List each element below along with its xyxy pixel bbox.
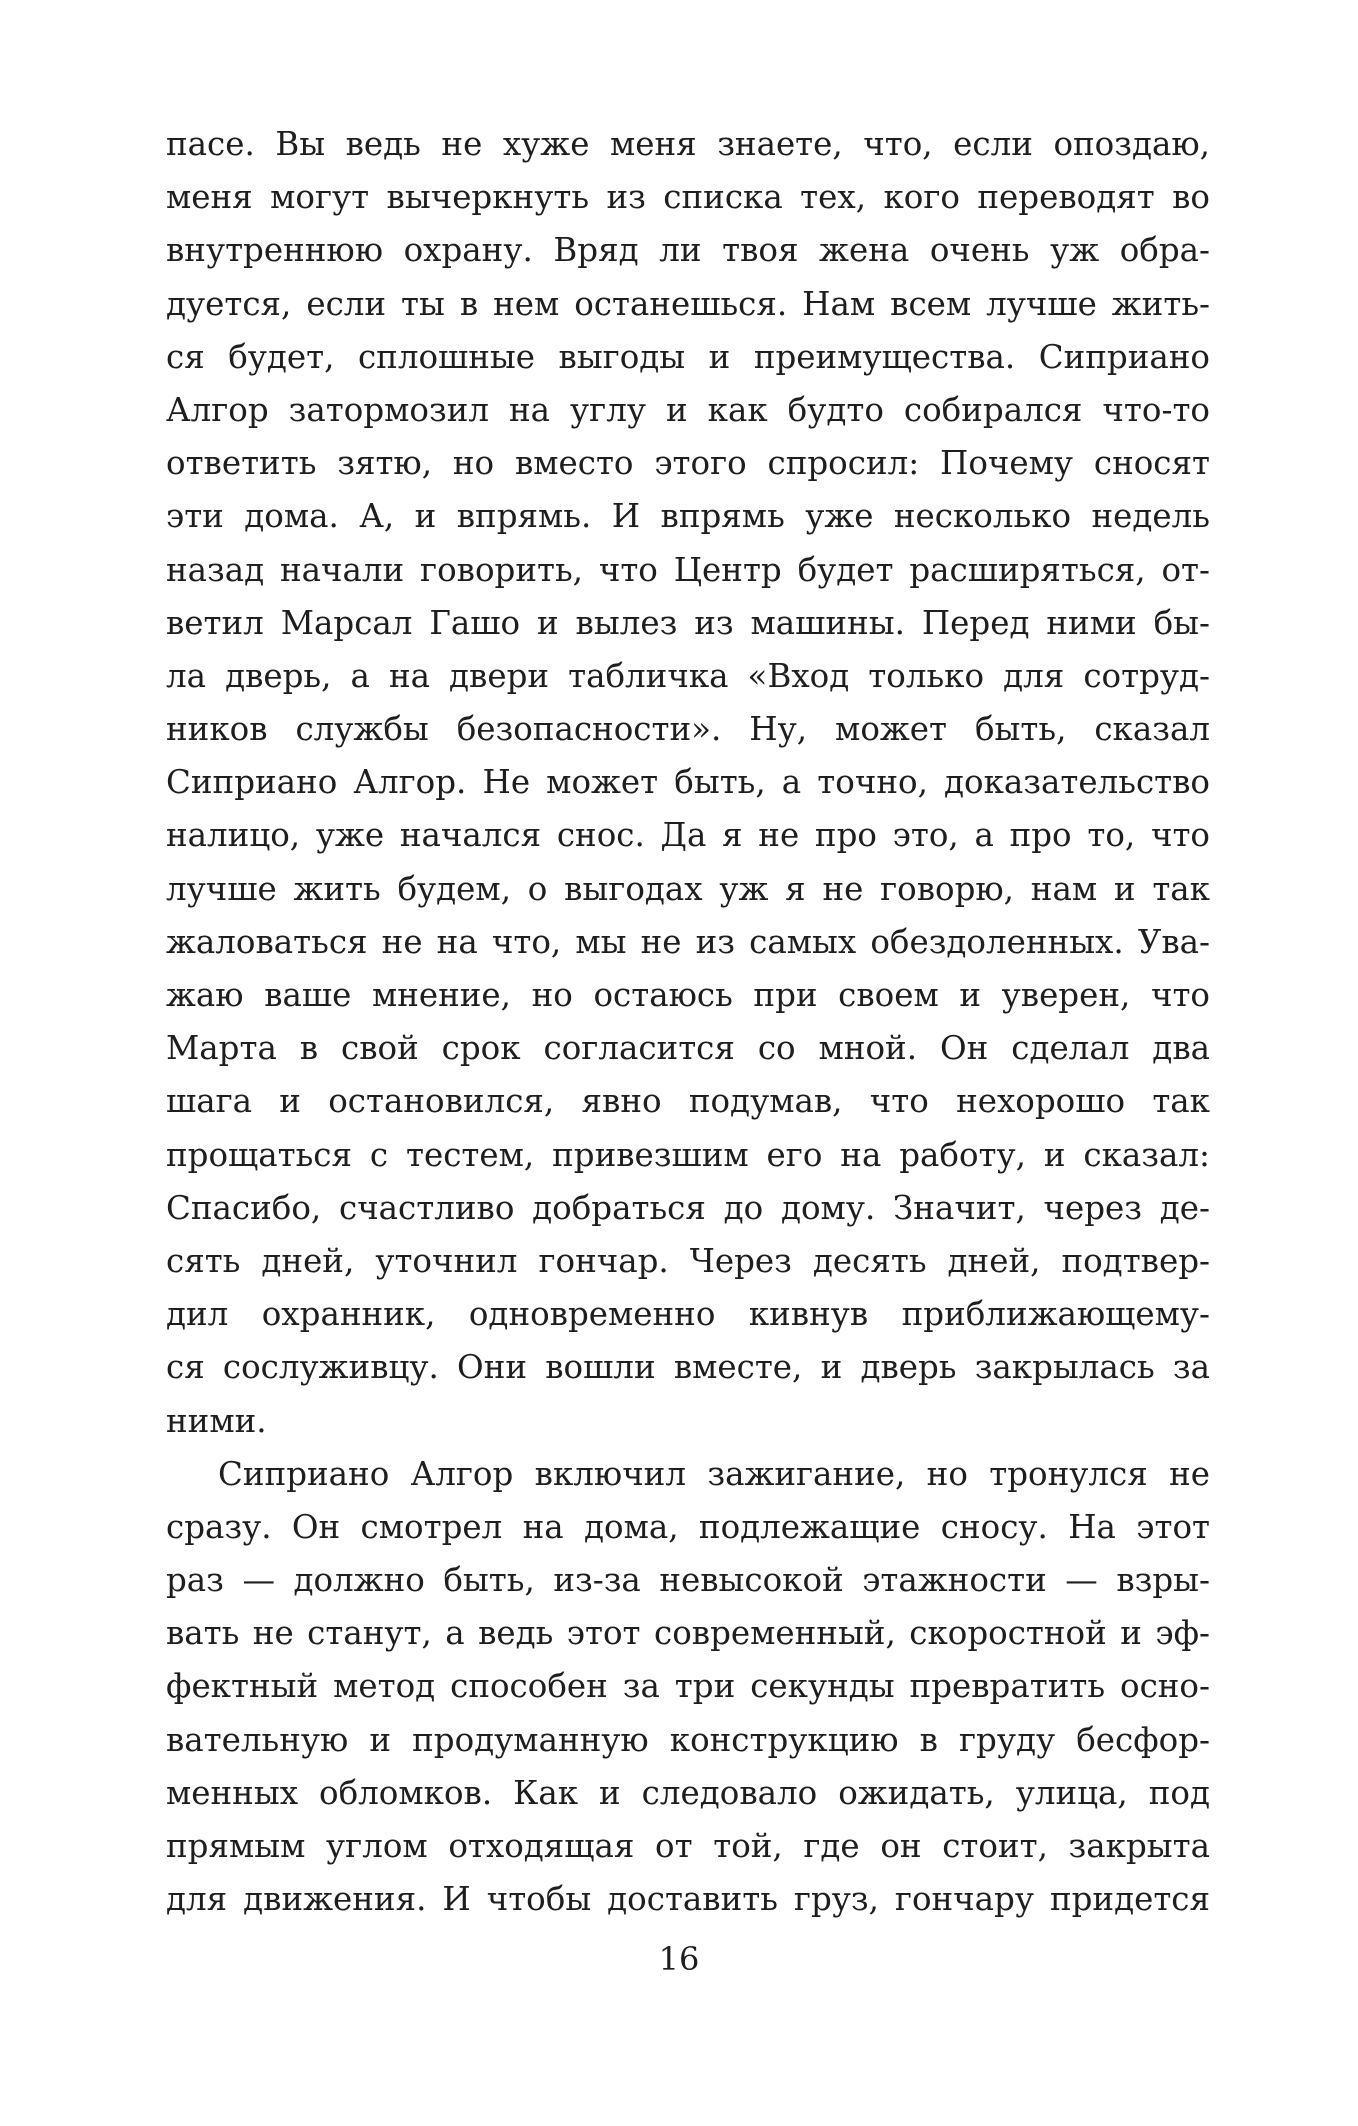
body-text: [166, 118, 1210, 1926]
text-line: Марта в свой срок согласится со мной. Он сделал два: [166, 1029, 1210, 1068]
text-line: дил охранник, одновременно кивнув приближающему-: [166, 1295, 1210, 1334]
text-line: эти дома. А, и впрямь. И впрямь уже несколько недель: [166, 497, 1210, 536]
text-line: налицо, уже начался снос. Да я не про это, а про то, что: [166, 816, 1210, 855]
text-line: Алгор затормозил на углу и как будто собирался что-то: [166, 390, 1210, 429]
text-line: жаю ваше мнение, но остаюсь при своем и уверен, что: [166, 976, 1210, 1014]
text-line: для движения. И чтобы доставить груз, гончару придется: [166, 1880, 1210, 1919]
text-line: ними.: [166, 1401, 267, 1440]
text-line: сять дней, уточнил гончар. Через десять дней, подтвер-: [166, 1241, 1210, 1280]
text-line: ников службы безопасности». Ну, может быть, сказал: [166, 710, 1210, 749]
text-line: ся будет, сплошные выгоды и преимущества. Сиприано: [166, 337, 1210, 376]
paragraph-2: [166, 1448, 1210, 1927]
page-number: 16: [658, 1940, 700, 1978]
text-line: прямым углом отходящая от той, где он стоит, закрыта: [166, 1827, 1210, 1865]
text-line: раз — должно быть, из-за невысокой этажности — взры-: [166, 1561, 1210, 1600]
text-line: сразу. Он смотрел на дома, подлежащие сносу. На этот: [166, 1507, 1210, 1546]
text-line: пасе. Вы ведь не хуже меня знаете, что, если опоздаю,: [166, 125, 1210, 163]
text-line: ся сослуживцу. Они вошли вместе, и дверь закрылась за: [166, 1348, 1210, 1387]
text-line: менных обломков. Как и следовало ожидать, улица, под: [166, 1773, 1210, 1812]
text-line: ветил Марсал Гашо и вылез из машины. Перед ними бы-: [166, 603, 1210, 642]
text-line: Сиприано Алгор. Не может быть, а точно, доказательство: [166, 763, 1210, 802]
text-line: ла дверь, а на двери табличка «Вход только для сотруд-: [166, 656, 1210, 695]
paragraph-1: [166, 118, 1210, 1448]
text-line: ответить зятю, но вместо этого спросил: Почему сносят: [166, 444, 1210, 483]
text-line: вать не станут, а ведь этот современный, скоростной и эф-: [166, 1614, 1210, 1653]
text-line: Сиприано Алгор включил зажигание, но тронулся не: [218, 1454, 1210, 1493]
text-line: вательную и продуманную конструкцию в груду бесфор-: [166, 1720, 1210, 1759]
text-line: меня могут вычеркнуть из списка тех, кого переводят во: [166, 178, 1210, 217]
text-line: шага и остановился, явно подумав, что нехорошо так: [166, 1082, 1210, 1121]
text-line: прощаться с тестем, привезшим его на работу, и сказал:: [166, 1135, 1210, 1174]
text-line: фектный метод способен за три секунды превратить осно-: [166, 1667, 1210, 1706]
text-line: назад начали говорить, что Центр будет расширяться, от-: [166, 550, 1210, 589]
text-line: внутреннюю охрану. Вряд ли твоя жена очень уж обра-: [166, 231, 1210, 270]
text-line: дуется, если ты в нем останешься. Нам всем лучше жить-: [166, 284, 1210, 323]
text-line: Спасибо, счастливо добраться до дому. Значит, через де-: [166, 1188, 1210, 1227]
text-line: жаловаться не на что, мы не из самых обездоленных. Ува-: [166, 922, 1210, 961]
text-line: лучше жить будем, о выгодах уж я не говорю, нам и так: [166, 869, 1210, 908]
